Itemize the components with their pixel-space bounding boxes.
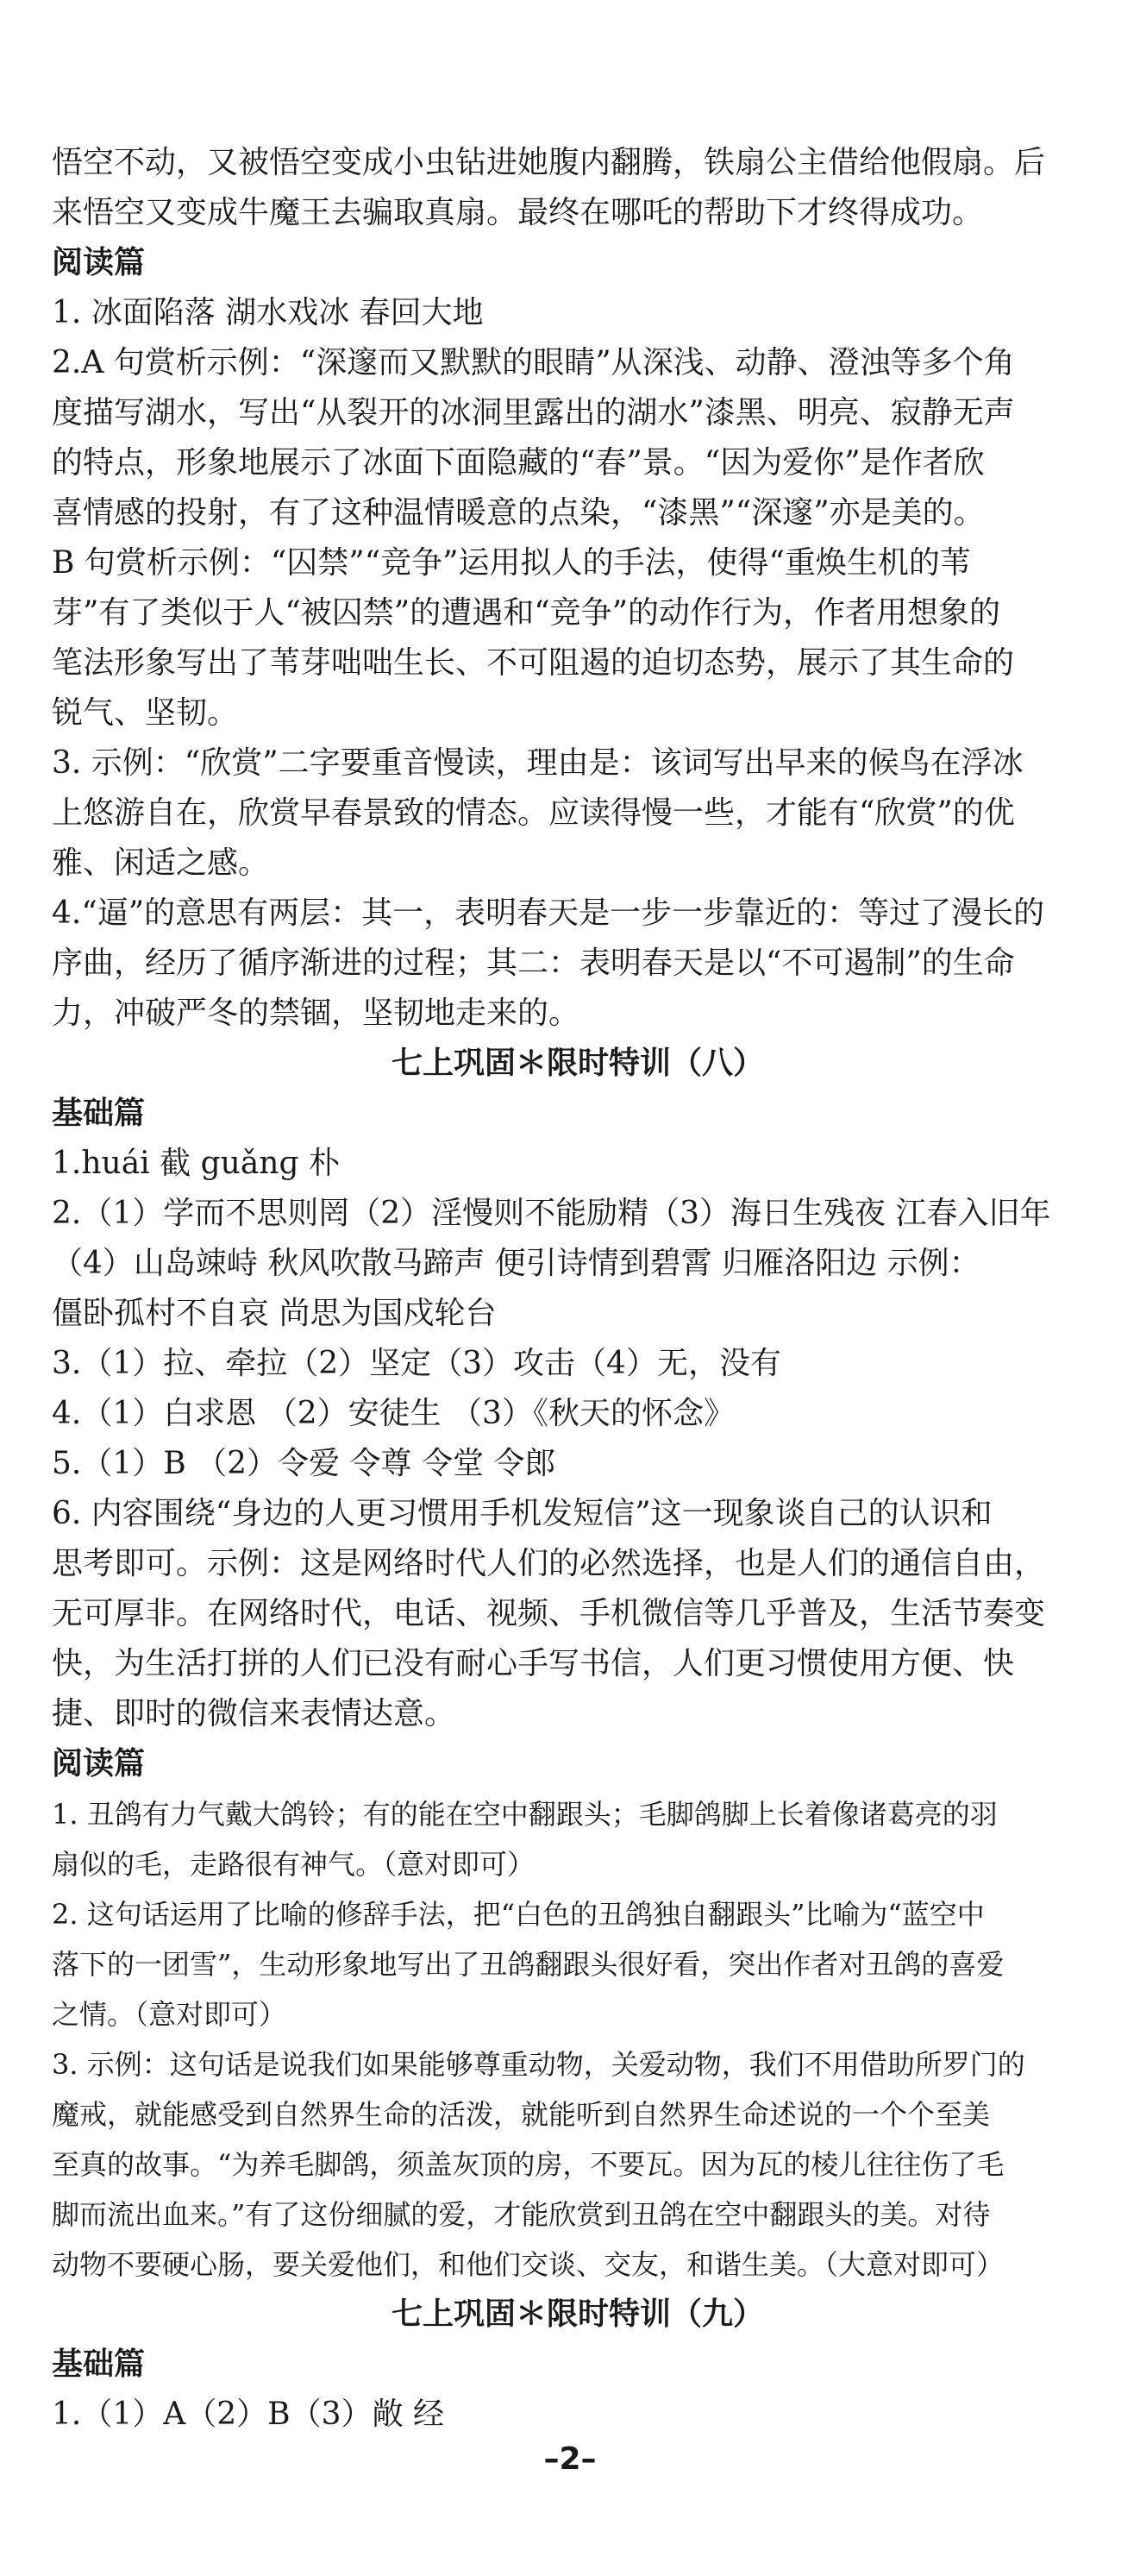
text-line: 来悟空又变成牛魔王去骗取真扇。最终在哪吒的帮助下才终得成功。 (52, 195, 984, 230)
text-line: 2.A 句赏析示例：“深邃而又默默的眼睛”从深浅、动静、澄浊等多个角 (52, 345, 1015, 380)
page-number: –2– (543, 2441, 597, 2477)
text-line: 5.（1）B （2）令爱 令尊 令堂 令郎 (52, 1446, 556, 1481)
section-title-8: 七上巩固＊限时特训（八） (391, 1046, 764, 1081)
text-line: 锐气、坚韧。 (52, 695, 239, 731)
text-line: 力，冲破严冬的禁锢，坚韧地走来的。 (52, 996, 580, 1031)
text-line: 4.“逼”的意思有两层：其一，表明春天是一步一步靠近的：等过了漫长的 (52, 895, 1045, 931)
text-line: 动物不要硬心肠，要关爱他们，和他们交谈、交友，和谐生美。（大意对即可） (52, 2248, 1005, 2281)
text-line: （4）山岛竦峙 秋风吹散马蹄声 便引诗情到碧霄 归雁洛阳边 示例： (52, 1246, 980, 1281)
text-line: 1.（1）A（2）B（3）敞 经 (52, 2397, 444, 2432)
text-line: 无可厚非。在网络时代，电话、视频、手机微信等几乎普及，生活节奏变 (52, 1596, 1046, 1631)
text-line: 魔戒，就能感受到自然界生命的活泼，就能听到自然界生命述说的一个个至美 (52, 2098, 991, 2131)
section-title-9: 七上巩固＊限时特训（九） (391, 2296, 764, 2332)
text-line: 的特点，形象地展示了冰面下面隐藏的“春”景。“因为爱你”是作者欣 (52, 445, 985, 481)
text-line: 快，为生活打拼的人们已没有耐心手写书信，人们更习惯使用方便、快 (52, 1646, 1015, 1681)
text-line: 3. 示例：这句话是说我们如果能够尊重动物，关爱动物，我们不用借助所罗门的 (52, 2048, 1025, 2081)
text-line: 2. 这句话运用了比喻的修辞手法，把“白色的丑鸽独自翻跟头”比喻为“蓝空中 (52, 1898, 985, 1931)
text-line: 之情。（意对即可） (52, 1998, 287, 2031)
text-line: 3.（1）拉、牵拉（2）坚定（3）攻击（4）无，没有 (52, 1346, 781, 1381)
text-line: 4.（1）白求恩 （2）安徒生 （3）《秋天的怀念》 (52, 1396, 735, 1431)
text-line: 1. 冰面陷落 湖水戏冰 春回大地 (52, 295, 484, 330)
section-heading-reading: 阅读篇 (52, 1746, 146, 1781)
text-line: 至真的故事。“为养毛脚鸽，须盖灰顶的房，不要瓦。因为瓦的棱儿往往伤了毛 (52, 2148, 1005, 2181)
text-line: 度描写湖水，写出“从裂开的冰洞里露出的湖水”漆黑、明亮、寂静无声 (52, 395, 1015, 430)
answer-content (52, 138, 1104, 2440)
text-line: 笔法形象写出了苇芽咄咄生长、不可阻遏的迫切态势，展示了其生命的 (52, 645, 1015, 681)
text-line: 1. 丑鸽有力气戴大鸽铃；有的能在空中翻跟头；毛脚鸽脚上长着像诸葛亮的羽 (52, 1798, 998, 1831)
text-line: 芽”有了类似于人“被囚禁”的遭遇和“竞争”的动作行为，作者用想象的 (52, 595, 1001, 631)
text-line: 悟空不动，又被悟空变成小虫钻进她腹内翻腾，铁扇公主借给他假扇。后 (52, 145, 1046, 180)
section-heading-basics: 基础篇 (52, 2347, 146, 2382)
text-line: 捷、即时的微信来表情达意。 (52, 1696, 456, 1731)
text-line: 1.huái 截 guǎnɡ 朴 (52, 1146, 340, 1181)
text-line: 上悠游自在，欣赏早春景致的情态。应读得慢一些，才能有“欣赏”的优 (52, 795, 1015, 831)
text-line: 思考即可。示例：这是网络时代人们的必然选择，也是人们的通信自由， (52, 1546, 1046, 1581)
section-heading-reading: 阅读篇 (52, 245, 146, 280)
text-line: 2.（1）学而不思则罔（2）淫慢则不能励精（3）海日生残夜 江春入旧年 (52, 1196, 1051, 1231)
section-heading-basics: 基础篇 (52, 1096, 146, 1131)
text-line: 6. 内容围绕“身边的人更习惯用手机发短信”这一现象谈自己的认识和 (52, 1496, 993, 1531)
text-line: 脚而流出血来。”有了这份细腻的爱，才能欣赏到丑鸽在空中翻跟头的美。对待 (52, 2198, 991, 2231)
text-line: 僵卧孤村不自哀 尚思为国戍轮台 (52, 1296, 497, 1331)
text-line: 雅、闲适之感。 (52, 845, 270, 881)
text-line: 序曲，经历了循序渐进的过程；其二：表明春天是以“不可遏制”的生命 (52, 946, 1015, 981)
text-line: 落下的一团雪”，生动形象地写出了丑鸽翻跟头很好看，突出作者对丑鸽的喜爱 (52, 1948, 1005, 1981)
text-line: 3. 示例：“欣赏”二字要重音慢读，理由是：该词写出早来的候鸟在浮冰 (52, 745, 1024, 781)
text-line: 喜情感的投射，有了这种温情暖意的点染，“漆黑”“深邃”亦是美的。 (52, 495, 985, 531)
text-line: B 句赏析示例：“囚禁”“竞争”运用拟人的手法，使得“重焕生机的苇 (52, 545, 971, 581)
text-line: 扇似的毛，走路很有神气。（意对即可） (52, 1848, 536, 1881)
